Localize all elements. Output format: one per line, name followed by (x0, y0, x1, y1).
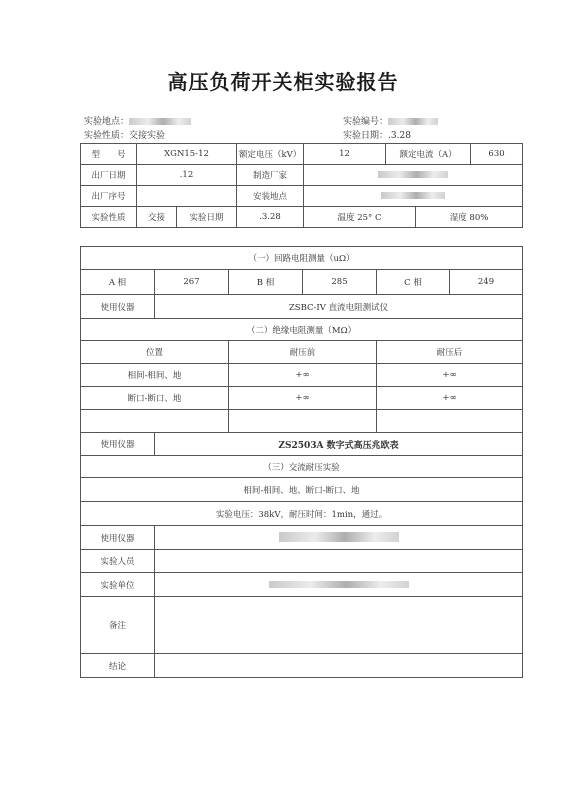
install-location-value (304, 186, 523, 207)
ac-withstand-title: （三）交流耐压实验 (81, 456, 523, 478)
test-date-value: .3.28 (237, 207, 304, 228)
phase-a-value: 267 (155, 270, 229, 295)
humidity: 湿度 80% (416, 207, 523, 228)
date-label: 实验日期： (343, 131, 389, 141)
unit-value (155, 573, 523, 597)
redacted-install-location (381, 192, 445, 199)
insulation-row (81, 364, 523, 387)
meta-date (343, 128, 411, 141)
serial-value (137, 186, 237, 207)
rated-voltage-label: 额定电压（kV） (237, 144, 304, 165)
insulation-instrument-label: 使用仪器 (81, 433, 155, 456)
model-value: XGN15-12 (137, 144, 237, 165)
factory-date-value: .12 (137, 165, 237, 186)
test-results-table (80, 246, 523, 678)
meta-number (343, 114, 438, 127)
number-label: 实验编号： (343, 117, 389, 127)
unit-label: 实验单位 (81, 573, 155, 597)
insulation-position: 断口-断口、地 (81, 387, 229, 410)
insulation-before: +∞ (229, 387, 377, 410)
rated-current-value: 630 (471, 144, 523, 165)
temperature: 温度 25° C (304, 207, 416, 228)
insulation-after: +∞ (377, 387, 523, 410)
loop-instrument-label: 使用仪器 (81, 295, 155, 319)
meta-nature (84, 128, 165, 141)
conclusion-label: 结论 (81, 654, 155, 678)
phase-c-value: 249 (450, 270, 523, 295)
loop-instrument-value: ZSBC-IV 直流电阻测试仪 (155, 295, 523, 319)
date-value: .3.28 (388, 131, 411, 141)
insulation-after: +∞ (377, 364, 523, 387)
manufacturer-label: 制造厂家 (237, 165, 304, 186)
phase-a-label: A 相 (81, 270, 155, 295)
conclusion-value (155, 654, 523, 678)
manufacturer-value (304, 165, 523, 186)
test-date-label: 实验日期 (177, 207, 237, 228)
rated-voltage-value: 12 (304, 144, 386, 165)
serial-label: 出厂序号 (81, 186, 137, 207)
ac-instrument-value (155, 526, 523, 550)
insulation-instrument-value: ZS2503A 数字式高压兆欧表 (155, 433, 523, 456)
col-after-header: 耐压后 (377, 341, 523, 364)
equipment-info-table (80, 143, 523, 228)
personnel-label: 实验人员 (81, 550, 155, 573)
ac-instrument-label: 使用仪器 (81, 526, 155, 550)
loop-resistance-title: （一）回路电阻测量（uΩ） (81, 247, 523, 270)
phase-c-label: C 相 (377, 270, 450, 295)
location-label: 实验地点： (84, 117, 130, 127)
col-position-header: 位置 (81, 341, 229, 364)
phase-b-label: B 相 (229, 270, 303, 295)
personnel-value (155, 550, 523, 573)
insulation-title: （二）绝缘电阻测量（MΩ） (81, 319, 523, 341)
remarks-value (155, 597, 523, 654)
test-nature-value: 交接 (137, 207, 177, 228)
factory-date-label: 出厂日期 (81, 165, 137, 186)
phase-b-value: 285 (303, 270, 377, 295)
install-location-label: 安装地点 (237, 186, 304, 207)
ac-withstand-voltage-note: 实验电压：38kV，耐压时间：1min，通过。 (81, 502, 523, 526)
redacted-number (388, 118, 438, 125)
insulation-before: +∞ (229, 364, 377, 387)
rated-current-label: 额定电流（A） (386, 144, 471, 165)
ac-withstand-positions: 相间-相间、地、断口-断口、地 (81, 478, 523, 502)
meta-location (84, 114, 191, 127)
remarks-label: 备注 (81, 597, 155, 654)
insulation-position: 相间-相间、地 (81, 364, 229, 387)
insulation-row (81, 387, 523, 410)
model-label: 型 号 (81, 144, 137, 165)
nature-label: 实验性质： (84, 131, 130, 141)
nature-value: 交接实验 (129, 131, 166, 141)
page-title: 高压负荷开关柜实验报告 (167, 70, 399, 94)
redacted-manufacturer (378, 171, 448, 178)
test-nature-label: 实验性质 (81, 207, 137, 228)
redacted-location (129, 118, 191, 125)
redacted-instrument (279, 532, 399, 542)
insulation-row-empty (81, 410, 523, 433)
redacted-unit (269, 581, 409, 588)
col-before-header: 耐压前 (229, 341, 377, 364)
